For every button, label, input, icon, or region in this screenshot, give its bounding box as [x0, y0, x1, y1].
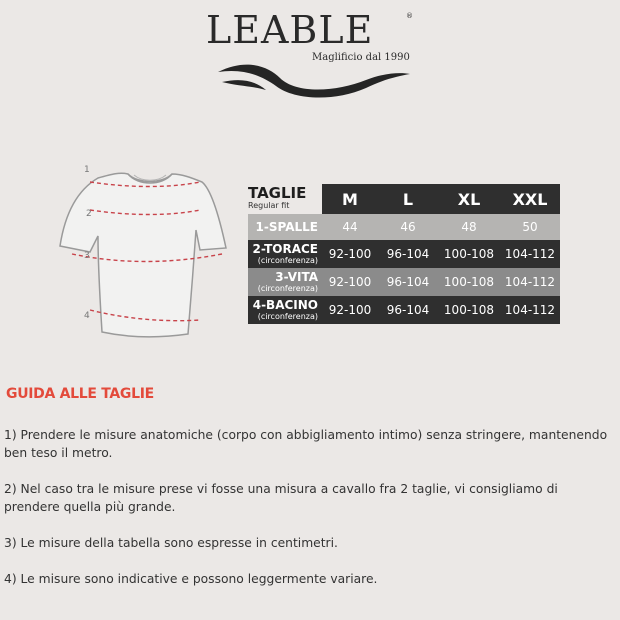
row-label-cell [248, 214, 322, 240]
cell-value: 100-108 [438, 240, 500, 268]
guide-title: GUIDA ALLE TAGLIE [6, 386, 154, 402]
swoosh-logo-icon [216, 58, 412, 102]
cell-value: 104-112 [500, 296, 560, 324]
marker-2: 2 [86, 209, 92, 219]
size-header-l: L [378, 184, 438, 214]
row-sublabel: (circonferenza) [257, 256, 318, 265]
size-table [248, 184, 560, 324]
row-label: 2-TORACE [252, 242, 318, 256]
size-header-xl: XL [438, 184, 500, 214]
table-subtitle: Regular fit [248, 201, 290, 210]
tshirt-illustration [50, 160, 240, 340]
table-row-vita [248, 268, 560, 296]
brand-tagline: Maglificio dal 1990 [312, 52, 410, 63]
table-title: TAGLIE [248, 184, 307, 202]
cell-value: 104-112 [500, 240, 560, 268]
row-label: 4-BACINO [252, 298, 318, 312]
table-title-cell [248, 184, 322, 214]
brand-name: LEABLE [206, 8, 374, 52]
cell-value: 100-108 [438, 268, 500, 296]
cell-value: 92-100 [322, 240, 378, 268]
cell-value: 48 [438, 214, 500, 240]
table-row-bacino [248, 296, 560, 324]
cell-value: 104-112 [500, 268, 560, 296]
size-header-xxl: XXL [500, 184, 560, 214]
cell-value: 46 [378, 214, 438, 240]
cell-value: 92-100 [322, 268, 378, 296]
marker-1: 1 [84, 165, 90, 175]
row-label: 3-VITA [275, 270, 318, 284]
row-sublabel: (circonferenza) [257, 312, 318, 321]
guide-note-4: 4) Le misure sono indicative e possono leggermente variare. [4, 572, 378, 586]
row-sublabel: (circonferenza) [257, 284, 318, 293]
cell-value: 96-104 [378, 268, 438, 296]
row-label: 1-SPALLE [255, 219, 318, 234]
marker-3: 3 [84, 251, 90, 261]
brand-logo [206, 8, 412, 98]
cell-value: 96-104 [378, 296, 438, 324]
cell-value: 50 [500, 214, 560, 240]
table-row-spalle [248, 214, 560, 240]
marker-4: 4 [84, 311, 90, 321]
guide-note-2: 2) Nel caso tra le misure prese vi fosse una misura a cavallo fra 2 taglie, vi consigliamo di prendere quella più grande. [4, 482, 558, 514]
size-header-m: M [322, 184, 378, 214]
cell-value: 44 [322, 214, 378, 240]
cell-value: 100-108 [438, 296, 500, 324]
cell-value: 96-104 [378, 240, 438, 268]
size-header-row [248, 184, 560, 214]
table-row-torace [248, 240, 560, 268]
row-label-cell [248, 268, 322, 296]
registered-mark: ® [406, 12, 413, 20]
row-label-cell [248, 240, 322, 268]
guide-note-1: 1) Prendere le misure anatomiche (corpo con abbigliamento intimo) senza stringere, mantenendo ben teso il metro. [4, 428, 608, 460]
row-label-cell [248, 296, 322, 324]
cell-value: 92-100 [322, 296, 378, 324]
guide-note-3: 3) Le misure della tabella sono espresse in centimetri. [4, 536, 338, 550]
